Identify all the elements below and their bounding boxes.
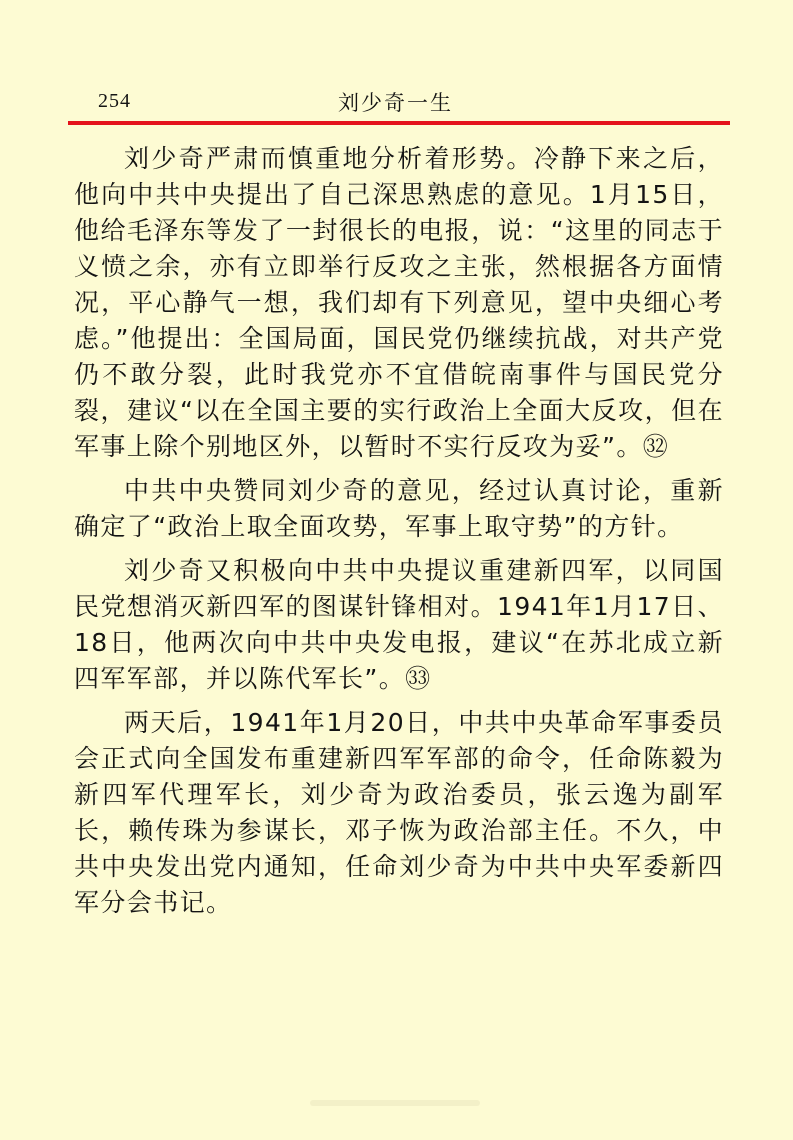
body-text bbox=[74, 141, 724, 929]
page-number: 254 bbox=[98, 90, 131, 112]
paragraph-4: 两天后，1941年1月20日，中共中央革命军事委员会正式向全国发布重建新四军军部的命令，任命陈毅为新四军代理军长，刘少奇为政治委员，张云逸为副军长，赖传珠为参谋长，邓子恢为政治部主任。不久，中共中央发出党内通知，任命刘少奇为中共中央军委新四军分会书记。 bbox=[74, 708, 724, 917]
paragraph-3: 刘少奇又积极向中共中央提议重建新四军，以同国民党想消灭新四军的图谋针锋相对。1941年1月17日、18日，他两次向中共中央发电报，建议“在苏北成立新四军军部，并以陈代军长”。㉝ bbox=[74, 556, 724, 693]
book-title: 刘少奇一生 bbox=[338, 91, 453, 115]
page-header bbox=[68, 82, 730, 122]
header-rule bbox=[68, 121, 730, 125]
paragraph-1: 刘少奇严肃而慎重地分析着形势。冷静下来之后，他向中共中央提出了自己深思熟虑的意见。1月15日，他给毛泽东等发了一封很长的电报，说：“这里的同志于义愤之余，亦有立即举行反攻之主张，然根据各方面情况，平心静气一想，我们却有下列意见，望中央细心考虑。”他提出：全国局面，国民党仍继续抗战，对共产党仍不敢分裂，此时我党亦不宜借皖南事件与国民党分裂，建议“以在全国主要的实行政治上全面大反攻，但在军事上除个别地区外，以暂时不实行反攻为妥”。㉜ bbox=[74, 144, 724, 461]
page-bottom-smudge bbox=[310, 1100, 480, 1106]
paragraph-2: 中共中央赞同刘少奇的意见，经过认真讨论，重新确定了“政治上取全面攻势，军事上取守势”的方针。 bbox=[74, 476, 724, 541]
